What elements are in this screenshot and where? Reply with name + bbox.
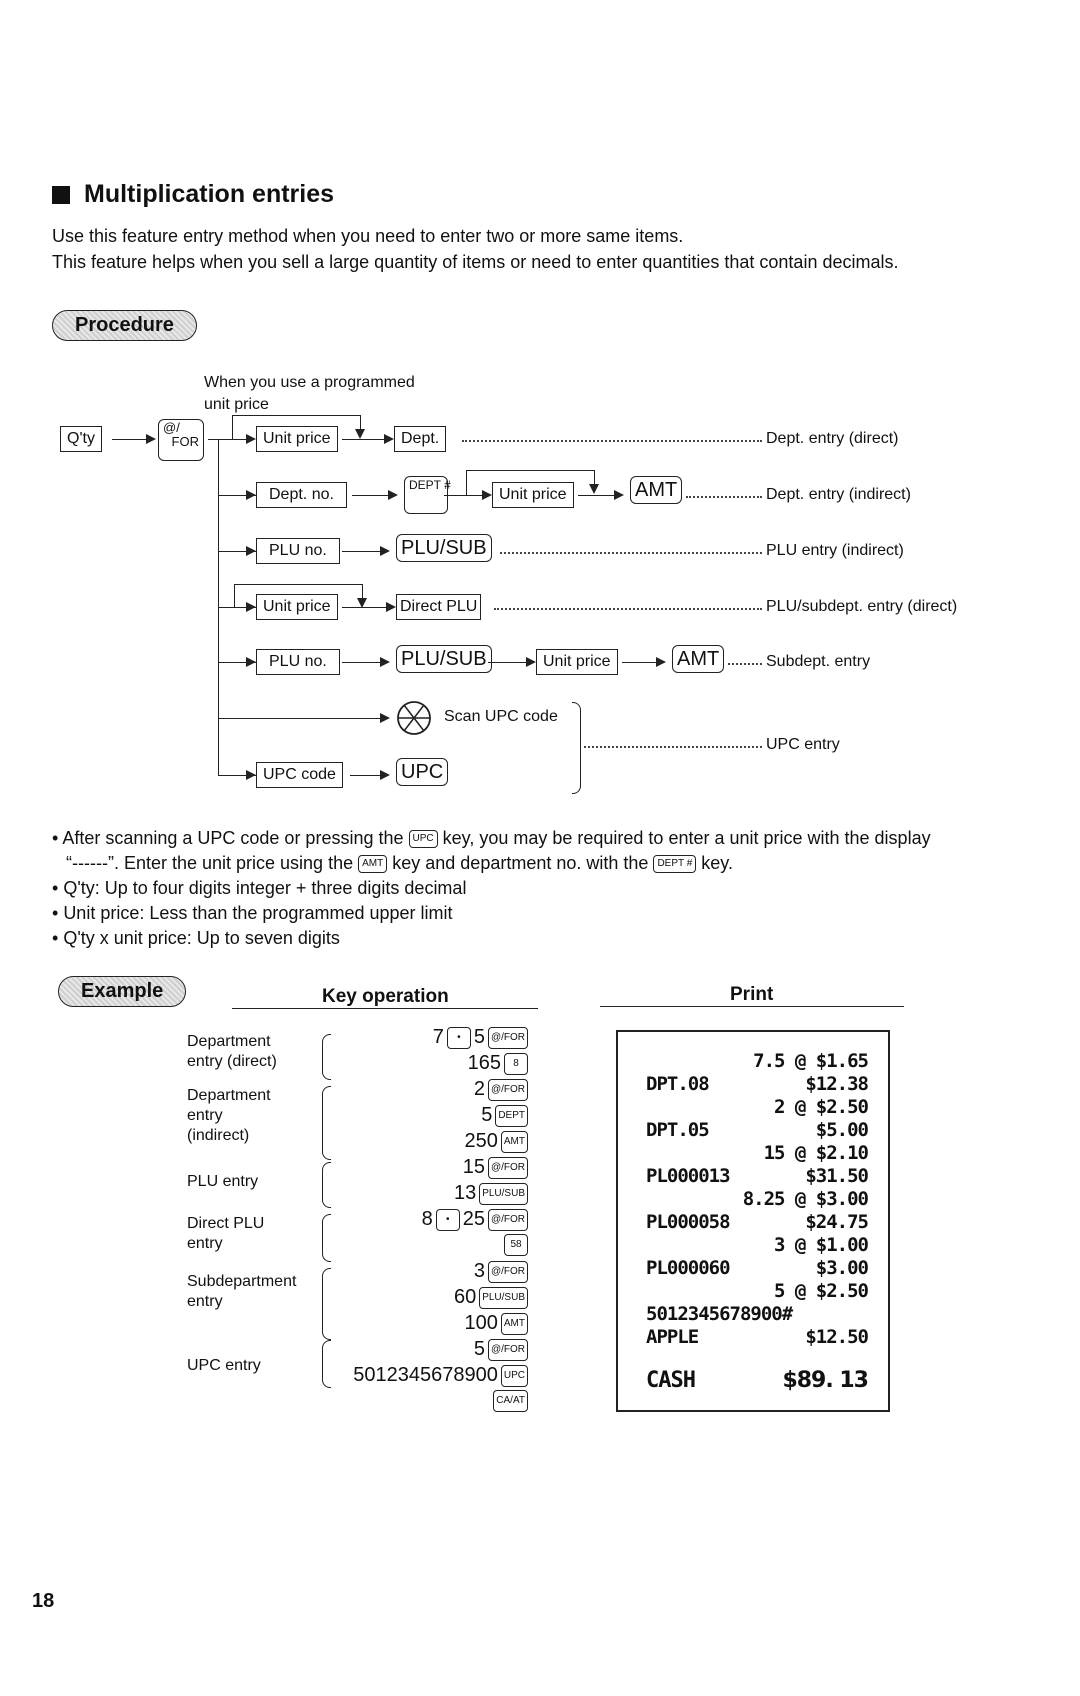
dept-key-icon: DEPT # bbox=[653, 855, 696, 873]
for-key: @/FOR bbox=[488, 1209, 528, 1231]
for-key: @/FOR bbox=[488, 1261, 528, 1283]
op-row bbox=[490, 1390, 528, 1412]
scanner-icon bbox=[396, 700, 432, 736]
receipt-line: DPT.05 $5.00 bbox=[646, 1119, 868, 1141]
procedure-note-2: unit price bbox=[204, 396, 269, 413]
ex-label-dept-direct: Department entry (direct) bbox=[187, 1033, 277, 1070]
upc-code-box: UPC code bbox=[256, 762, 343, 788]
note-1-cont: “------”. Enter the unit price using the AMT key and department no. with the DEPT # key. bbox=[66, 853, 733, 873]
result-subdept: Subdept. entry bbox=[766, 653, 871, 670]
note-4: • Q'ty x unit price: Up to seven digits bbox=[52, 928, 340, 948]
note-1: • After scanning a UPC code or pressing the UPC key, you may be required to enter a unit price with the display bbox=[52, 828, 931, 848]
intro-line-2: This feature helps when you sell a large quantity of items or need to enter quantities that contain decimals. bbox=[52, 252, 899, 272]
for-key: @/FOR bbox=[488, 1027, 528, 1049]
upc-key-icon: UPC bbox=[409, 830, 438, 848]
example-badge: Example bbox=[58, 976, 186, 1007]
receipt-total: CASH $89. 13 bbox=[646, 1368, 868, 1393]
receipt-line: DPT.08 $12.38 bbox=[646, 1073, 868, 1095]
amt-key-2: AMT bbox=[672, 645, 724, 673]
section-heading bbox=[52, 180, 334, 209]
receipt-line: 5 @ $2.50 bbox=[774, 1280, 868, 1302]
receipt-line: APPLE $12.50 bbox=[646, 1326, 868, 1348]
op-row: 165 8 bbox=[468, 1052, 528, 1075]
upc-key: UPC bbox=[501, 1365, 528, 1387]
scan-upc-label: Scan UPC code bbox=[444, 708, 558, 725]
dept-key: DEPT bbox=[495, 1105, 528, 1127]
op-row: 5 DEPT bbox=[481, 1104, 528, 1127]
plu-no-box-2: PLU no. bbox=[256, 649, 340, 675]
brace bbox=[322, 1086, 331, 1160]
for-key: @/FOR bbox=[488, 1079, 528, 1101]
result-upc: UPC entry bbox=[766, 736, 840, 753]
op-row: 5012345678900 UPC bbox=[353, 1364, 528, 1387]
for-key: @/FOR bbox=[488, 1157, 528, 1179]
upc-brace bbox=[572, 702, 581, 794]
result-plu-indirect: PLU entry (indirect) bbox=[766, 542, 904, 559]
op-row: 15 @/FOR bbox=[463, 1156, 528, 1179]
receipt-line: PL000058 $24.75 bbox=[646, 1211, 868, 1233]
qty-box: Q'ty bbox=[60, 426, 102, 452]
op-row: 8 • 25 @/FOR bbox=[422, 1208, 528, 1231]
ex-label-subdept: Subdepartment entry bbox=[187, 1273, 297, 1310]
brace bbox=[322, 1268, 331, 1340]
for-key: @/FOR bbox=[488, 1339, 528, 1361]
brace bbox=[322, 1214, 331, 1262]
upc-key: UPC bbox=[396, 758, 448, 786]
plu-sub-key: PLU/SUB bbox=[479, 1287, 528, 1309]
plu-sub-key: PLU/SUB bbox=[479, 1183, 528, 1205]
plu-no-box: PLU no. bbox=[256, 538, 340, 564]
unit-price-box-4: Unit price bbox=[536, 649, 618, 675]
receipt bbox=[616, 1030, 890, 1412]
key-operation-header: Key operation bbox=[322, 986, 449, 1007]
op-row: 13 PLU/SUB bbox=[454, 1182, 528, 1205]
decimal-key: • bbox=[436, 1209, 460, 1231]
unit-price-box-2: Unit price bbox=[492, 482, 574, 508]
op-row: 7 • 5 @/FOR bbox=[433, 1026, 528, 1049]
op-row: 250 AMT bbox=[465, 1130, 528, 1153]
receipt-line: PL000013 $31.50 bbox=[646, 1165, 868, 1187]
dept-no-box: Dept. no. bbox=[256, 482, 347, 508]
brace bbox=[322, 1162, 331, 1208]
op-row: 3 @/FOR bbox=[474, 1260, 528, 1283]
intro-line-1: Use this feature entry method when you need to enter two or more same items. bbox=[52, 226, 684, 246]
ca-at-key: CA/AT bbox=[493, 1390, 528, 1412]
direct-plu-box: Direct PLU bbox=[396, 594, 481, 620]
dept-box: Dept. bbox=[394, 426, 446, 452]
plu-sub-key-2: PLU/SUB bbox=[396, 645, 492, 673]
note-3: • Unit price: Less than the programmed upper limit bbox=[52, 903, 453, 923]
decimal-key: • bbox=[447, 1027, 471, 1049]
print-header: Print bbox=[730, 984, 774, 1005]
dept-8-key: 8 bbox=[504, 1053, 528, 1075]
op-row: 100 AMT bbox=[465, 1312, 528, 1335]
for-key-bottom: FOR bbox=[171, 434, 199, 449]
section-title: Multiplication entries bbox=[84, 180, 335, 208]
amt-key: AMT bbox=[630, 476, 682, 504]
result-dept-indirect: Dept. entry (indirect) bbox=[766, 486, 911, 503]
amt-key-icon: AMT bbox=[358, 855, 387, 873]
receipt-line: 5012345678900# bbox=[646, 1303, 793, 1325]
op-row: 5 @/FOR bbox=[474, 1338, 528, 1361]
for-key-top: @/ bbox=[163, 420, 180, 435]
result-dept-direct: Dept. entry (direct) bbox=[766, 430, 899, 447]
unit-price-box: Unit price bbox=[256, 426, 338, 452]
brace bbox=[322, 1034, 331, 1080]
receipt-line: 7.5 @ $1.65 bbox=[753, 1050, 868, 1072]
ex-label-upc: UPC entry bbox=[187, 1357, 261, 1374]
arrow-icon bbox=[146, 434, 156, 444]
procedure-note-1: When you use a programmed bbox=[204, 374, 415, 391]
page-number: 18 bbox=[32, 1590, 55, 1612]
for-key bbox=[158, 419, 204, 461]
dept-key: DEPT # bbox=[404, 476, 448, 514]
ex-label-dept-indirect: Department entry (indirect) bbox=[187, 1087, 271, 1144]
unit-price-box-3: Unit price bbox=[256, 594, 338, 620]
receipt-line: 15 @ $2.10 bbox=[763, 1142, 868, 1164]
receipt-line: PL000060 $3.00 bbox=[646, 1257, 868, 1279]
note-2: • Q'ty: Up to four digits integer + three digits decimal bbox=[52, 878, 467, 898]
procedure-badge: Procedure bbox=[52, 310, 197, 341]
notes-list bbox=[52, 826, 931, 951]
direct-plu-58-key: 58 bbox=[504, 1234, 528, 1256]
op-row: 60 PLU/SUB bbox=[454, 1286, 528, 1309]
op-row: 2 @/FOR bbox=[474, 1078, 528, 1101]
brace bbox=[322, 1340, 331, 1388]
receipt-line: 3 @ $1.00 bbox=[774, 1234, 868, 1256]
result-plu-subdept-direct: PLU/subdept. entry (direct) bbox=[766, 598, 958, 615]
ex-label-direct-plu: Direct PLU entry bbox=[187, 1215, 265, 1252]
receipt-line: 2 @ $2.50 bbox=[774, 1096, 868, 1118]
amt-key: AMT bbox=[501, 1131, 528, 1153]
amt-key: AMT bbox=[501, 1313, 528, 1335]
plu-sub-key: PLU/SUB bbox=[396, 534, 492, 562]
ex-label-plu: PLU entry bbox=[187, 1173, 259, 1190]
receipt-line: 8.25 @ $3.00 bbox=[742, 1188, 868, 1210]
op-row bbox=[501, 1234, 528, 1256]
heading-square-icon bbox=[52, 186, 70, 204]
